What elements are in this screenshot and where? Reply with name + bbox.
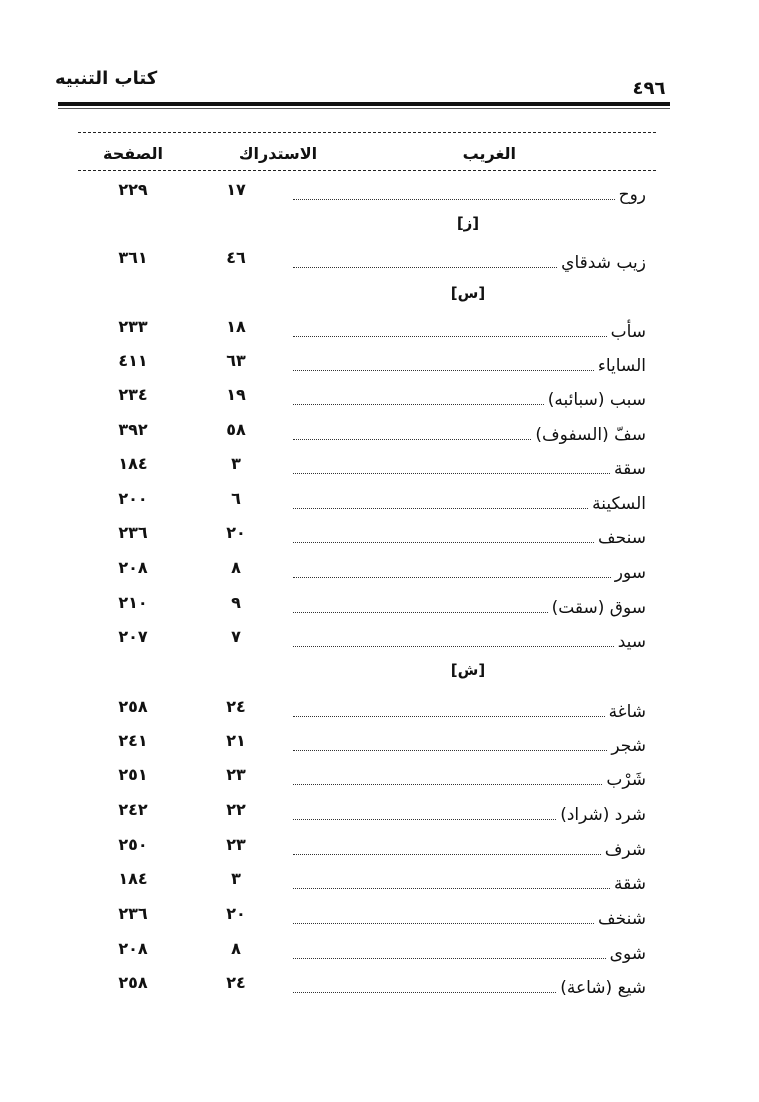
- dotted-leader: [293, 508, 588, 509]
- section-letter-heading: [78, 282, 656, 308]
- dotted-leader: [293, 716, 605, 717]
- entry-word-with-leader: [293, 416, 646, 446]
- entry-word-with-leader: [293, 381, 646, 411]
- entry-word: شقة: [614, 874, 646, 894]
- entry-page-number: ٢٣٦: [118, 904, 148, 923]
- dotted-leader: [293, 888, 610, 889]
- table-top-dashed-rule: [78, 132, 656, 133]
- column-header-word: الغريب: [462, 144, 516, 163]
- dotted-leader: [293, 473, 610, 474]
- table-row: [78, 969, 656, 999]
- entry-ref-number: ٦: [231, 489, 241, 508]
- entry-page-number: ٢٥١: [118, 765, 148, 784]
- entry-page-number: ٢٤٢: [118, 800, 148, 819]
- entry-ref-number: ٢١: [226, 731, 246, 750]
- entry-word: سيد: [617, 632, 646, 652]
- table-row: [78, 589, 656, 619]
- entry-word: سأب: [610, 322, 646, 342]
- table-row: [78, 381, 656, 411]
- dotted-leader: [293, 923, 594, 924]
- entry-word: شرف: [604, 840, 646, 860]
- entry-word-with-leader: [293, 450, 646, 480]
- dotted-leader: [293, 958, 606, 959]
- entry-ref-number: ٧: [231, 627, 241, 646]
- entry-word: روح: [618, 185, 646, 205]
- dotted-leader: [293, 646, 614, 647]
- entry-word: شيع (شاعة): [560, 978, 646, 998]
- entry-ref-number: ٥٨: [226, 420, 246, 439]
- entry-page-number: ١٨٤: [118, 869, 148, 888]
- table-row: [78, 727, 656, 757]
- dotted-leader: [293, 784, 602, 785]
- dotted-leader: [293, 439, 531, 440]
- entry-page-number: ٢٤١: [118, 731, 148, 750]
- header-rule-thin: [58, 108, 670, 109]
- section-letter: [ش]: [450, 661, 486, 679]
- entry-word: سنحف: [598, 528, 646, 548]
- entry-ref-number: ٨: [231, 558, 241, 577]
- dotted-leader: [293, 854, 601, 855]
- entry-word: شرد (شراد): [560, 805, 646, 825]
- section-letter: [س]: [450, 284, 486, 302]
- entry-ref-number: ٣: [231, 454, 241, 473]
- table-row: [78, 865, 656, 895]
- table-row: [78, 244, 656, 274]
- table-row: [78, 900, 656, 930]
- table-header-dashed-rule: [78, 170, 656, 171]
- entry-word-with-leader: [293, 347, 646, 377]
- table-row: [78, 519, 656, 549]
- section-letter: [ز]: [456, 214, 480, 232]
- entry-page-number: ٢٢٩: [118, 180, 148, 199]
- entry-ref-number: ٢٣: [226, 765, 246, 784]
- table-row: [78, 831, 656, 861]
- entry-word-with-leader: [293, 831, 646, 861]
- table-row: [78, 450, 656, 480]
- header-rule: [58, 102, 670, 106]
- entry-page-number: ٢٥٠: [118, 835, 148, 854]
- entry-ref-number: ٢٣: [226, 835, 246, 854]
- entry-ref-number: ١٨: [226, 317, 246, 336]
- table-row: [78, 313, 656, 343]
- dotted-leader: [293, 819, 556, 820]
- entry-page-number: ٣٦١: [118, 248, 148, 267]
- entry-word-with-leader: [293, 969, 646, 999]
- dotted-leader: [293, 336, 607, 337]
- entry-word-with-leader: [293, 935, 646, 965]
- entry-page-number: ٢٠٨: [118, 939, 148, 958]
- table-row: [78, 485, 656, 515]
- dotted-leader: [293, 750, 607, 751]
- entry-word: سوق (سقت): [551, 598, 646, 618]
- entry-word-with-leader: [293, 519, 646, 549]
- entry-ref-number: ٢٠: [226, 904, 246, 923]
- entry-word: سور: [614, 563, 646, 583]
- entry-word: زيب شدقاي: [561, 253, 646, 273]
- running-title: كتاب التنبيه: [55, 68, 158, 89]
- table-row: [78, 554, 656, 584]
- entry-page-number: ٣٩٢: [118, 420, 148, 439]
- entry-word-with-leader: [293, 589, 646, 619]
- entry-page-number: ١٨٤: [118, 454, 148, 473]
- entry-word: شوى: [609, 944, 646, 964]
- entry-word: سقة: [614, 459, 646, 479]
- entry-page-number: ٢٥٨: [118, 697, 148, 716]
- section-letter-heading: [78, 212, 656, 238]
- table-row: [78, 176, 656, 206]
- entry-word-with-leader: [293, 761, 646, 791]
- entry-page-number: ٢٣٦: [118, 523, 148, 542]
- table-row: [78, 416, 656, 446]
- column-header-ref: الاستدراك: [238, 144, 318, 163]
- entry-word-with-leader: [293, 796, 646, 826]
- entry-ref-number: ٢٤: [226, 697, 246, 716]
- dotted-leader: [293, 404, 544, 405]
- entry-ref-number: ٢٤: [226, 973, 246, 992]
- dotted-leader: [293, 612, 548, 613]
- entry-word: شاغة: [608, 702, 646, 722]
- entry-ref-number: ٦٣: [226, 351, 246, 370]
- entry-word: سفّ (السفوف): [535, 425, 646, 445]
- entry-page-number: ٢٠٧: [118, 627, 148, 646]
- entry-ref-number: ٨: [231, 939, 241, 958]
- entry-word-with-leader: [293, 313, 646, 343]
- entry-page-number: ٢٠٨: [118, 558, 148, 577]
- column-header-page: الصفحة: [102, 144, 163, 163]
- entry-ref-number: ٤٦: [226, 248, 246, 267]
- dotted-leader: [293, 577, 611, 578]
- entry-word-with-leader: [293, 623, 646, 653]
- entry-page-number: ٤١١: [118, 351, 148, 370]
- table-row: [78, 693, 656, 723]
- entry-ref-number: ٢٢: [226, 800, 246, 819]
- entry-page-number: ٢٠٠: [118, 489, 148, 508]
- page-number: ٤٩٦: [632, 78, 666, 99]
- dotted-leader: [293, 542, 594, 543]
- entry-word: سبب (سبائبه): [547, 390, 646, 410]
- entry-word: شنخف: [598, 909, 646, 929]
- entry-word-with-leader: [293, 244, 646, 274]
- entry-word-with-leader: [293, 554, 646, 584]
- table-row: [78, 623, 656, 653]
- entry-word: شَرْب: [606, 770, 646, 790]
- entry-page-number: ٢٣٣: [118, 317, 148, 336]
- table-row: [78, 347, 656, 377]
- section-letter-heading: [78, 659, 656, 685]
- table-row: [78, 796, 656, 826]
- table-row: [78, 935, 656, 965]
- entry-ref-number: ٢٠: [226, 523, 246, 542]
- dotted-leader: [293, 199, 615, 200]
- dotted-leader: [293, 992, 556, 993]
- entry-word-with-leader: [293, 485, 646, 515]
- entry-page-number: ٢٥٨: [118, 973, 148, 992]
- entry-ref-number: ١٩: [226, 385, 246, 404]
- entry-ref-number: ٣: [231, 869, 241, 888]
- entry-word: السكينة: [592, 494, 646, 514]
- dotted-leader: [293, 370, 594, 371]
- dotted-leader: [293, 267, 557, 268]
- entry-word-with-leader: [293, 727, 646, 757]
- entry-ref-number: ٩: [231, 593, 241, 612]
- entry-word-with-leader: [293, 865, 646, 895]
- entry-word: الساياء: [597, 356, 646, 376]
- entry-page-number: ٢١٠: [118, 593, 148, 612]
- table-row: [78, 761, 656, 791]
- entry-ref-number: ١٧: [226, 180, 246, 199]
- entry-word-with-leader: [293, 693, 646, 723]
- entry-word-with-leader: [293, 900, 646, 930]
- table-header: [78, 138, 656, 168]
- entry-page-number: ٢٣٤: [118, 385, 148, 404]
- entry-word-with-leader: [293, 176, 646, 206]
- entry-word: شجر: [611, 736, 646, 756]
